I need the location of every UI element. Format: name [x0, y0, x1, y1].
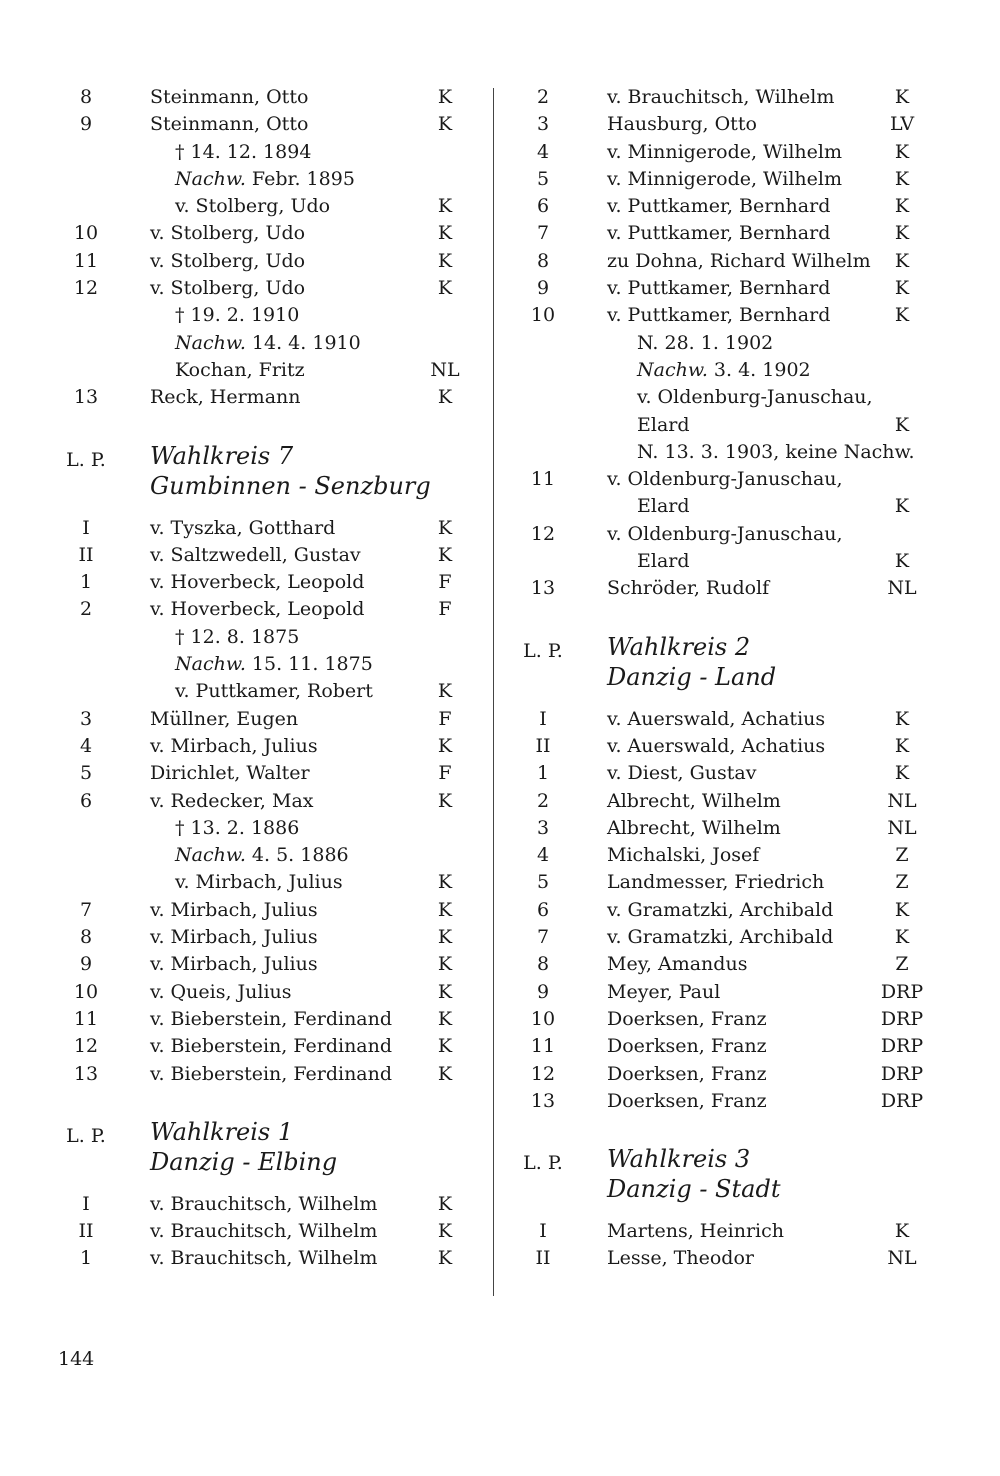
- period-number: 9: [79, 953, 93, 976]
- party-abbrev: NL: [430, 358, 460, 381]
- deputy-name: v. Minnigerode, Wilhelm: [607, 140, 842, 163]
- nachw-label: Nachw.: [175, 653, 246, 676]
- entry-subline: [55, 193, 475, 220]
- by-election-note: [175, 330, 361, 357]
- party-abbrev: F: [438, 598, 452, 621]
- constituency-name: Danzig - Elbing: [150, 1147, 338, 1176]
- period-number: 5: [79, 762, 93, 785]
- period-number: I: [82, 1192, 90, 1215]
- period-number: II: [78, 1220, 94, 1243]
- party-abbrev: K: [894, 898, 910, 921]
- death-note: † 14. 12. 1894: [175, 140, 312, 163]
- entry-subline: [512, 357, 932, 384]
- deputy-name: Reck, Hermann: [150, 386, 301, 409]
- entry-subline: [55, 815, 475, 842]
- period-number: 4: [536, 140, 550, 163]
- deputy-name: zu Dohna, Richard Wilhelm: [607, 249, 871, 272]
- deputy-name: Dirichlet, Walter: [150, 762, 310, 785]
- period-number: 5: [536, 871, 550, 894]
- entry-row: [512, 842, 932, 869]
- party-abbrev: K: [894, 550, 910, 573]
- deputy-name: v. Redecker, Max: [150, 789, 314, 812]
- period-number: 6: [536, 195, 550, 218]
- period-number: 11: [530, 1035, 556, 1058]
- entry-row: [512, 193, 932, 220]
- deputy-name: Elard: [637, 550, 690, 573]
- constituency-number: Wahlkreis 7: [150, 441, 294, 470]
- deputy-name: v. Auerswald, Achatius: [607, 707, 826, 730]
- party-abbrev: K: [437, 1220, 453, 1243]
- constituency-number: Wahlkreis 3: [607, 1145, 751, 1174]
- party-abbrev: K: [437, 1035, 453, 1058]
- entry-subline: [512, 548, 932, 575]
- period-number: 11: [73, 249, 99, 272]
- period-number: 8: [536, 249, 550, 272]
- party-abbrev: K: [437, 898, 453, 921]
- period-number: 11: [73, 1007, 99, 1030]
- period-number: 7: [536, 926, 550, 949]
- deputy-name: Müllner, Eugen: [150, 707, 299, 730]
- by-election-note: [175, 651, 373, 678]
- period-number: 6: [79, 789, 93, 812]
- deputy-name: v. Tyszka, Gotthard: [150, 516, 336, 539]
- deputy-name: v. Mirbach, Julius: [150, 953, 318, 976]
- entry-row: [55, 1218, 475, 1245]
- page-number: 144: [58, 1348, 95, 1370]
- deputy-name: v. Stolberg, Udo: [150, 277, 306, 300]
- deputy-name: Albrecht, Wilhelm: [607, 816, 781, 839]
- party-abbrev: K: [437, 222, 453, 245]
- period-number: II: [535, 1247, 551, 1270]
- party-abbrev: K: [894, 495, 910, 518]
- period-number: 10: [530, 304, 556, 327]
- entry-subline: [55, 302, 475, 329]
- party-abbrev: LV: [889, 113, 915, 136]
- party-abbrev: K: [437, 386, 453, 409]
- constituency-name: Gumbinnen - Senzburg: [150, 471, 431, 500]
- constituency-name: Danzig - Land: [607, 662, 777, 691]
- deputy-name: Michalski, Josef: [607, 844, 760, 867]
- deputy-name: v. Bieberstein, Ferdinand: [150, 1062, 393, 1085]
- spacer: [512, 603, 932, 630]
- entry-row: [55, 569, 475, 596]
- entry-row: [55, 788, 475, 815]
- entry-row: [512, 951, 932, 978]
- party-abbrev: K: [894, 1220, 910, 1243]
- entry-row: [55, 760, 475, 787]
- party-abbrev: K: [437, 980, 453, 1003]
- death-note: † 13. 2. 1886: [175, 816, 300, 839]
- left-column: [55, 84, 475, 1273]
- period-number: 11: [530, 468, 556, 491]
- party-abbrev: K: [894, 707, 910, 730]
- deputy-name: v. Brauchitsch, Wilhelm: [150, 1247, 378, 1270]
- entry-row: [512, 521, 932, 548]
- deputy-name: Steinmann, Otto: [150, 86, 309, 108]
- entry-row: [512, 706, 932, 733]
- party-abbrev: K: [894, 734, 910, 757]
- deputy-name: Landmesser, Friedrich: [607, 871, 825, 894]
- death-note: † 19. 2. 1910: [175, 304, 300, 327]
- lp-label: L. P.: [66, 1124, 106, 1147]
- entry-subline: [512, 493, 932, 520]
- deputy-name: v. Stolberg, Udo: [150, 222, 306, 245]
- party-abbrev: DRP: [880, 1062, 924, 1085]
- party-abbrev: K: [894, 277, 910, 300]
- party-abbrev: K: [437, 680, 453, 703]
- deputy-note: N. 28. 1. 1902: [637, 331, 774, 354]
- party-abbrev: K: [437, 86, 453, 108]
- entry-row: [55, 706, 475, 733]
- right-column: [512, 84, 932, 1273]
- nachw-label: Nachw.: [175, 844, 246, 867]
- period-number: 4: [536, 844, 550, 867]
- entry-row: [512, 302, 932, 329]
- column-divider: [493, 88, 494, 1296]
- party-abbrev: K: [437, 734, 453, 757]
- period-number: II: [535, 734, 551, 757]
- period-number: 9: [79, 113, 93, 136]
- party-abbrev: K: [894, 140, 910, 163]
- deputy-name: v. Auerswald, Achatius: [607, 734, 826, 757]
- constituency-title: [150, 1117, 337, 1177]
- period-number: 1: [79, 1247, 93, 1270]
- party-abbrev: DRP: [880, 1007, 924, 1030]
- entry-subline: [55, 139, 475, 166]
- entry-row: [55, 84, 475, 111]
- period-number: 7: [79, 898, 93, 921]
- party-abbrev: K: [894, 86, 910, 108]
- death-note: † 12. 8. 1875: [175, 625, 300, 648]
- entry-row: [512, 248, 932, 275]
- entry-row: [512, 275, 932, 302]
- deputy-name: v. Diest, Gustav: [607, 762, 757, 785]
- deputy-name: v. Stolberg, Udo: [150, 249, 306, 272]
- deputy-name: Steinmann, Otto: [150, 113, 309, 136]
- entry-row: [512, 84, 932, 111]
- entry-row: [55, 1006, 475, 1033]
- deputy-name: v. Puttkamer, Bernhard: [607, 304, 831, 327]
- deputy-name: v. Puttkamer, Bernhard: [607, 222, 831, 245]
- period-number: 10: [73, 980, 99, 1003]
- period-number: I: [539, 707, 547, 730]
- entry-row: [55, 220, 475, 247]
- entry-subline: [55, 624, 475, 651]
- lp-label: L. P.: [523, 639, 563, 662]
- nachw-label: Nachw.: [175, 167, 246, 190]
- entry-subline: [55, 651, 475, 678]
- period-number: I: [539, 1220, 547, 1243]
- period-number: 2: [536, 789, 550, 812]
- nachw-date: 14. 4. 1910: [245, 331, 361, 354]
- party-abbrev: K: [894, 222, 910, 245]
- deputy-note: N. 13. 3. 1903, keine Nachw.: [637, 440, 915, 463]
- party-abbrev: K: [894, 762, 910, 785]
- deputy-name: Martens, Heinrich: [607, 1220, 784, 1243]
- party-abbrev: K: [437, 277, 453, 300]
- entry-row: [55, 979, 475, 1006]
- party-abbrev: K: [437, 113, 453, 136]
- lp-label: L. P.: [66, 448, 106, 471]
- entry-row: [512, 1033, 932, 1060]
- lp-label: L. P.: [523, 1152, 563, 1175]
- period-number: 1: [536, 762, 550, 785]
- constituency-title: [607, 632, 776, 692]
- entry-row: [55, 924, 475, 951]
- entry-row: [55, 951, 475, 978]
- entry-subline: [55, 357, 475, 384]
- deputy-name: v. Brauchitsch, Wilhelm: [150, 1220, 378, 1243]
- party-abbrev: Z: [895, 871, 909, 894]
- deputy-name: Doerksen, Franz: [607, 1089, 767, 1112]
- party-abbrev: K: [894, 926, 910, 949]
- party-abbrev: DRP: [880, 1089, 924, 1112]
- period-number: I: [82, 516, 90, 539]
- constituency-header: [55, 441, 475, 515]
- nachw-label: Nachw.: [637, 358, 708, 381]
- nachw-date: 4. 5. 1886: [245, 844, 349, 867]
- period-number: 7: [536, 222, 550, 245]
- entry-row: [55, 515, 475, 542]
- party-abbrev: K: [437, 953, 453, 976]
- entry-row: [512, 924, 932, 951]
- spacer: [55, 412, 475, 439]
- deputy-name: v. Puttkamer, Bernhard: [607, 195, 831, 218]
- constituency-name: Danzig - Stadt: [607, 1175, 781, 1204]
- party-abbrev: NL: [887, 789, 917, 812]
- nachw-date: 3. 4. 1902: [707, 358, 811, 381]
- party-abbrev: F: [438, 571, 452, 594]
- deputy-note: Elard: [637, 413, 690, 436]
- period-number: 12: [530, 1062, 556, 1085]
- entry-row: [512, 1006, 932, 1033]
- deputy-name: v. Oldenburg-Januschau,: [607, 468, 843, 491]
- party-abbrev: K: [437, 249, 453, 272]
- deputy-name: v. Puttkamer, Bernhard: [607, 277, 831, 300]
- party-abbrev: K: [437, 1062, 453, 1085]
- entry-row: [55, 542, 475, 569]
- period-number: 3: [536, 816, 550, 839]
- period-number: 8: [536, 953, 550, 976]
- entry-subline: [512, 330, 932, 357]
- entry-row: [512, 166, 932, 193]
- spacer: [55, 1088, 475, 1115]
- deputy-name: v. Bieberstein, Ferdinand: [150, 1035, 393, 1058]
- constituency-number: Wahlkreis 1: [150, 1117, 294, 1146]
- period-number: 1: [79, 571, 93, 594]
- entry-subline: [512, 439, 932, 466]
- period-number: 12: [73, 277, 99, 300]
- entry-subline: [55, 330, 475, 357]
- deputy-name: v. Hoverbeck, Leopold: [150, 571, 365, 594]
- nachw-date: 15. 11. 1875: [245, 653, 373, 676]
- entry-row: [512, 111, 932, 138]
- period-number: 3: [536, 113, 550, 136]
- entry-row: [512, 979, 932, 1006]
- entry-row: [512, 1088, 932, 1115]
- constituency-header: [512, 1144, 932, 1218]
- constituency-header: [55, 1117, 475, 1191]
- deputy-name: v. Mirbach, Julius: [150, 898, 318, 921]
- deputy-name: Doerksen, Franz: [607, 1007, 767, 1030]
- entry-subline: [55, 842, 475, 869]
- deputy-name: v. Saltzwedell, Gustav: [150, 543, 361, 566]
- period-number: 12: [530, 522, 556, 545]
- entry-row: [55, 1191, 475, 1218]
- party-abbrev: K: [437, 195, 453, 218]
- entry-subline: [55, 166, 475, 193]
- period-number: 2: [536, 86, 550, 108]
- deputy-name: v. Mirbach, Julius: [175, 871, 343, 894]
- spacer: [512, 1115, 932, 1142]
- deputy-name: Kochan, Fritz: [175, 358, 305, 381]
- constituency-title: [607, 1144, 780, 1204]
- entry-row: [512, 815, 932, 842]
- entry-row: [512, 1061, 932, 1088]
- deputy-name: Doerksen, Franz: [607, 1035, 767, 1058]
- deputy-name: Schröder, Rudolf: [607, 577, 770, 600]
- party-abbrev: NL: [887, 577, 917, 600]
- period-number: 13: [73, 1062, 99, 1085]
- period-number: 8: [79, 926, 93, 949]
- party-abbrev: K: [894, 195, 910, 218]
- deputy-name: Elard: [637, 495, 690, 518]
- constituency-number: Wahlkreis 2: [607, 632, 751, 661]
- entry-row: [55, 248, 475, 275]
- party-abbrev: F: [438, 707, 452, 730]
- period-number: 9: [536, 277, 550, 300]
- entry-row: [512, 897, 932, 924]
- deputy-note: v. Oldenburg-Januschau,: [637, 386, 873, 409]
- party-abbrev: DRP: [880, 980, 924, 1003]
- period-number: 3: [79, 707, 93, 730]
- deputy-name: v. Mirbach, Julius: [150, 734, 318, 757]
- party-abbrev: F: [438, 762, 452, 785]
- deputy-name: v. Brauchitsch, Wilhelm: [607, 86, 835, 108]
- party-abbrev: Z: [895, 953, 909, 976]
- entry-subline: [512, 384, 932, 411]
- period-number: 5: [536, 167, 550, 190]
- party-abbrev: Z: [895, 844, 909, 867]
- deputy-name: v. Stolberg, Udo: [175, 195, 331, 218]
- entry-row: [512, 466, 932, 493]
- deputy-name: v. Mirbach, Julius: [150, 926, 318, 949]
- deputy-name: v. Queis, Julius: [150, 980, 292, 1003]
- entry-row: [512, 1245, 932, 1272]
- deputy-name: Doerksen, Franz: [607, 1062, 767, 1085]
- by-election-note: [637, 357, 811, 384]
- entry-row: [55, 897, 475, 924]
- entry-row: [55, 733, 475, 760]
- party-abbrev: K: [437, 871, 453, 894]
- entry-row: [512, 220, 932, 247]
- party-abbrev: K: [894, 413, 910, 436]
- constituency-header: [512, 632, 932, 706]
- entry-row: [512, 733, 932, 760]
- deputy-name: Albrecht, Wilhelm: [607, 789, 781, 812]
- deputy-name: v. Minnigerode, Wilhelm: [607, 167, 842, 190]
- entry-row: [55, 384, 475, 411]
- deputy-name: Lesse, Theodor: [607, 1247, 754, 1270]
- period-number: 13: [530, 577, 556, 600]
- entry-row: [512, 869, 932, 896]
- nachw-label: Nachw.: [175, 331, 246, 354]
- deputy-name: v. Bieberstein, Ferdinand: [150, 1007, 393, 1030]
- party-abbrev: K: [437, 1247, 453, 1270]
- nachw-date: Febr. 1895: [245, 167, 355, 190]
- party-abbrev: K: [437, 516, 453, 539]
- party-abbrev: NL: [887, 1247, 917, 1270]
- entry-subline: [55, 678, 475, 705]
- entry-row: [512, 1218, 932, 1245]
- entry-row: [512, 575, 932, 602]
- period-number: 2: [79, 598, 93, 621]
- entry-row: [512, 760, 932, 787]
- period-number: 10: [530, 1007, 556, 1030]
- party-abbrev: K: [437, 543, 453, 566]
- deputy-name: v. Puttkamer, Robert: [175, 680, 373, 703]
- period-number: 13: [530, 1089, 556, 1112]
- deputy-name: v. Brauchitsch, Wilhelm: [150, 1192, 378, 1215]
- period-number: 10: [73, 222, 99, 245]
- entry-row: [55, 275, 475, 302]
- entry-row: [512, 788, 932, 815]
- party-abbrev: K: [437, 1007, 453, 1030]
- constituency-title: [150, 441, 431, 501]
- entry-subline: [55, 869, 475, 896]
- deputy-name: Mey, Amandus: [607, 953, 748, 976]
- party-abbrev: K: [437, 789, 453, 812]
- deputy-name: v. Gramatzki, Archibald: [607, 898, 834, 921]
- period-number: 8: [79, 86, 93, 108]
- period-number: 12: [73, 1035, 99, 1058]
- entry-row: [55, 1033, 475, 1060]
- period-number: 13: [73, 386, 99, 409]
- party-abbrev: K: [894, 249, 910, 272]
- party-abbrev: DRP: [880, 1035, 924, 1058]
- entry-row: [55, 111, 475, 138]
- period-number: 6: [536, 898, 550, 921]
- deputy-name: v. Oldenburg-Januschau,: [607, 522, 843, 545]
- period-number: II: [78, 543, 94, 566]
- entry-row: [55, 1245, 475, 1272]
- deputy-name: v. Hoverbeck, Leopold: [150, 598, 365, 621]
- party-abbrev: K: [894, 167, 910, 190]
- entry-row: [512, 139, 932, 166]
- entry-row: [55, 596, 475, 623]
- party-abbrev: K: [437, 926, 453, 949]
- party-abbrev: K: [437, 1192, 453, 1215]
- entry-row: [55, 1061, 475, 1088]
- by-election-note: [175, 842, 349, 869]
- party-abbrev: K: [894, 304, 910, 327]
- period-number: 9: [536, 980, 550, 1003]
- deputy-name: Meyer, Paul: [607, 980, 721, 1003]
- deputy-name: Hausburg, Otto: [607, 113, 757, 136]
- by-election-note: [175, 166, 355, 193]
- entry-subline: [512, 412, 932, 439]
- period-number: 4: [79, 734, 93, 757]
- party-abbrev: NL: [887, 816, 917, 839]
- deputy-name: v. Gramatzki, Archibald: [607, 926, 834, 949]
